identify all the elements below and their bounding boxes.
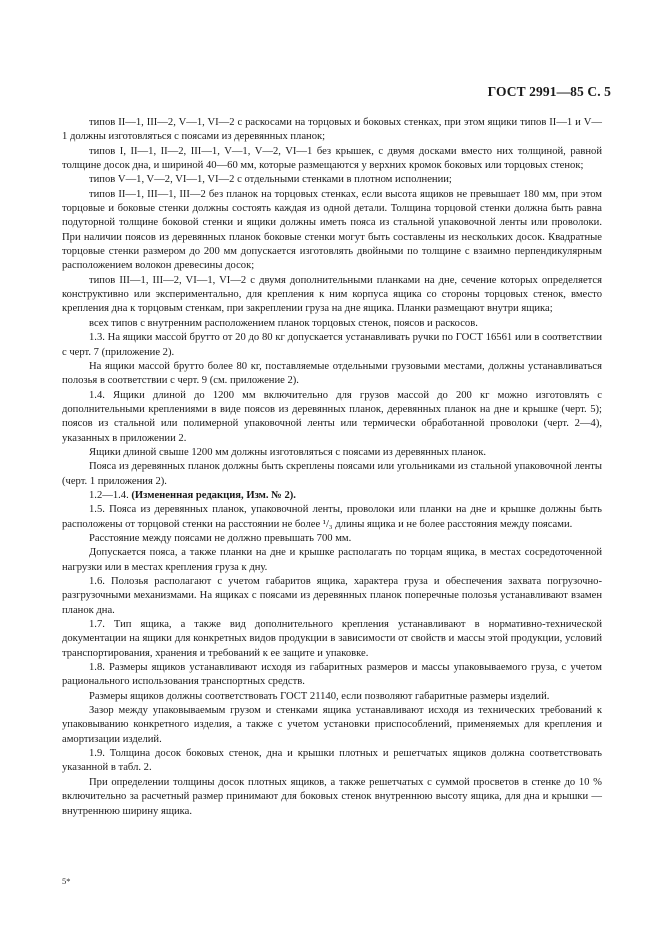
paragraph: типов V—1, V—2, VI—1, VI—2 с отдельными стенками в плотном исполнении; bbox=[89, 174, 452, 186]
paragraph: Зазор между упаковываемым грузом и стенками ящика устанавливают исходя из технических требований к упаковыванию конкретного изделия, а также с учетом установки приспособлений, применяемых для крепления и амортизации изделий. bbox=[62, 705, 602, 745]
paragraph: Расстояние между поясами не должно превышать 700 мм. bbox=[89, 532, 352, 544]
paragraph: всех типов с внутренним расположением планок торцовых стенок, поясов и раскосов. bbox=[89, 317, 478, 329]
paragraph: 1.5. Пояса из деревянных планок, упаковочной ленты, проволоки или планки на дне и крышке должны быть расположены от торцовой стенки на расстоянии не более ¹/₃ длины ящика и не более расстояния между поясами. bbox=[62, 504, 602, 530]
paragraph: типов II—1, III—2, V—1, VI—2 с раскосами на торцовых и боковых стенках, при этом ящики типов II—1 и V—1 должны изготовляться с поясами из деревянных планок; bbox=[62, 117, 602, 143]
paragraph: 1.9. Толщина досок боковых стенок, дна и крышки плотных и решетчатых ящиков должна соответствовать указанной в табл. 2. bbox=[62, 748, 602, 774]
paragraph: При определении толщины досок плотных ящиков, а также решетчатых с суммой просветов в стенке до 10 % включительно за расчетный размер принимают для боковых стенок внутреннюю высоту ящика, для дна и крышки — внутреннюю ширину ящика. bbox=[62, 776, 602, 817]
amendment-prefix: 1.2—1.4. bbox=[89, 489, 129, 501]
paragraph: Пояса из деревянных планок должны быть скреплены поясами или угольниками из стальной упаковочной ленты (черт. 1 приложения 2). bbox=[62, 461, 602, 487]
document-body bbox=[62, 116, 602, 819]
paragraph: Ящики длиной свыше 1200 мм должны изготовляться с поясами из деревянных планок. bbox=[89, 446, 487, 458]
paragraph: 1.7. Тип ящика, а также вид дополнительного крепления устанавливают в нормативно-технической документации на ящики для конкретных видов продукции в зависимости от свойств и массы этой продукции, условий транспортирования, хранения и требований к ее защите и упаковке. bbox=[62, 619, 602, 659]
amendment-note bbox=[62, 489, 602, 503]
paragraph: 1.8. Размеры ящиков устанавливают исходя из габаритных размеров и массы упаковываемого груза, с учетом рационального использования транспортных средств. bbox=[62, 662, 602, 688]
page-footer-mark: 5* bbox=[62, 876, 71, 886]
paragraph: типов I, II—1, II—2, III—1, V—1, V—2, VI—1 без крышек, с двумя досками вместо них толщиной, равной толщине досок дна, и шириной 40—60 мм, которые размещаются у верхних кромок боковых или торцовых стенок; bbox=[62, 145, 602, 172]
paragraph: На ящики массой брутто более 80 кг, поставляемые отдельными грузовыми местами, должны устанавливаться полозья в соответствии с черт. 9 (см. приложение 2). bbox=[62, 360, 602, 387]
paragraph: типов II—1, III—1, III—2 без планок на торцовых стенках, если высота ящиков не превышает 180 мм, при этом торцовые и боковые стенки должны состоять каждая из одной детали. Толщина торцовой стенки должна быть равна подуторной толщине боковой стенки и ящики должны иметь пояса из стальной упаковочной ленты или проволоки. При наличии поясов из деревянных планок боковые стенки могут быть составлены из нескольких досок. Квадратные торцовые стенки размером до 200 мм допускается изготовлять двойными по толщине с взаимно перпендикулярным расположением волокон древесины досок; bbox=[62, 188, 602, 272]
paragraph: Размеры ящиков должны соответствовать ГОСТ 21140, если позволяют габаритные размеры изделий. bbox=[89, 690, 550, 702]
paragraph: типов III—1, III—2, VI—1, VI—2 с двумя дополнительными планками на дне, сечение которых определяется конструктивно или экспериментально, для крепления к ним корпуса ящика со стороны торцовых стенок, вместо крепления дна к торцовым стенкам, при закреплении груза на дне ящика. Планки размещают внутри ящика; bbox=[62, 274, 602, 315]
paragraph: Допускается пояса, а также планки на дне и крышке располагать по торцам ящика, в местах сосредоточенной нагрузки или в местах крепления груза к дну. bbox=[62, 547, 602, 573]
amendment-label: (Измененная редакция, Изм. № 2). bbox=[131, 489, 296, 501]
paragraph: 1.3. На ящики массой брутто от 20 до 80 кг допускается устанавливать ручки по ГОСТ 16561 или в соответствии с черт. 7 (приложение 2). bbox=[62, 332, 602, 358]
paragraph: 1.4. Ящики длиной до 1200 мм включительно для грузов массой до 200 кг можно изготовлять с дополнительными креплениями в виде поясов из деревянных планок, деревянных планок на дне и крышке (черт. 5); поясов из стальной или полимерной упаковочной ленты или термически обработанной проволоки (черт. 2—4), указанных в приложении 2. bbox=[62, 389, 602, 444]
paragraph: 1.6. Полозья располагают с учетом габаритов ящика, характера груза и обеспечения захвата погрузочно-разгрузочными механизмами. На ящиках с поясами из деревянных планок поперечные полозья устанавливают взамен планок дна. bbox=[62, 576, 602, 616]
page-header: ГОСТ 2991—85 С. 5 bbox=[487, 84, 611, 99]
